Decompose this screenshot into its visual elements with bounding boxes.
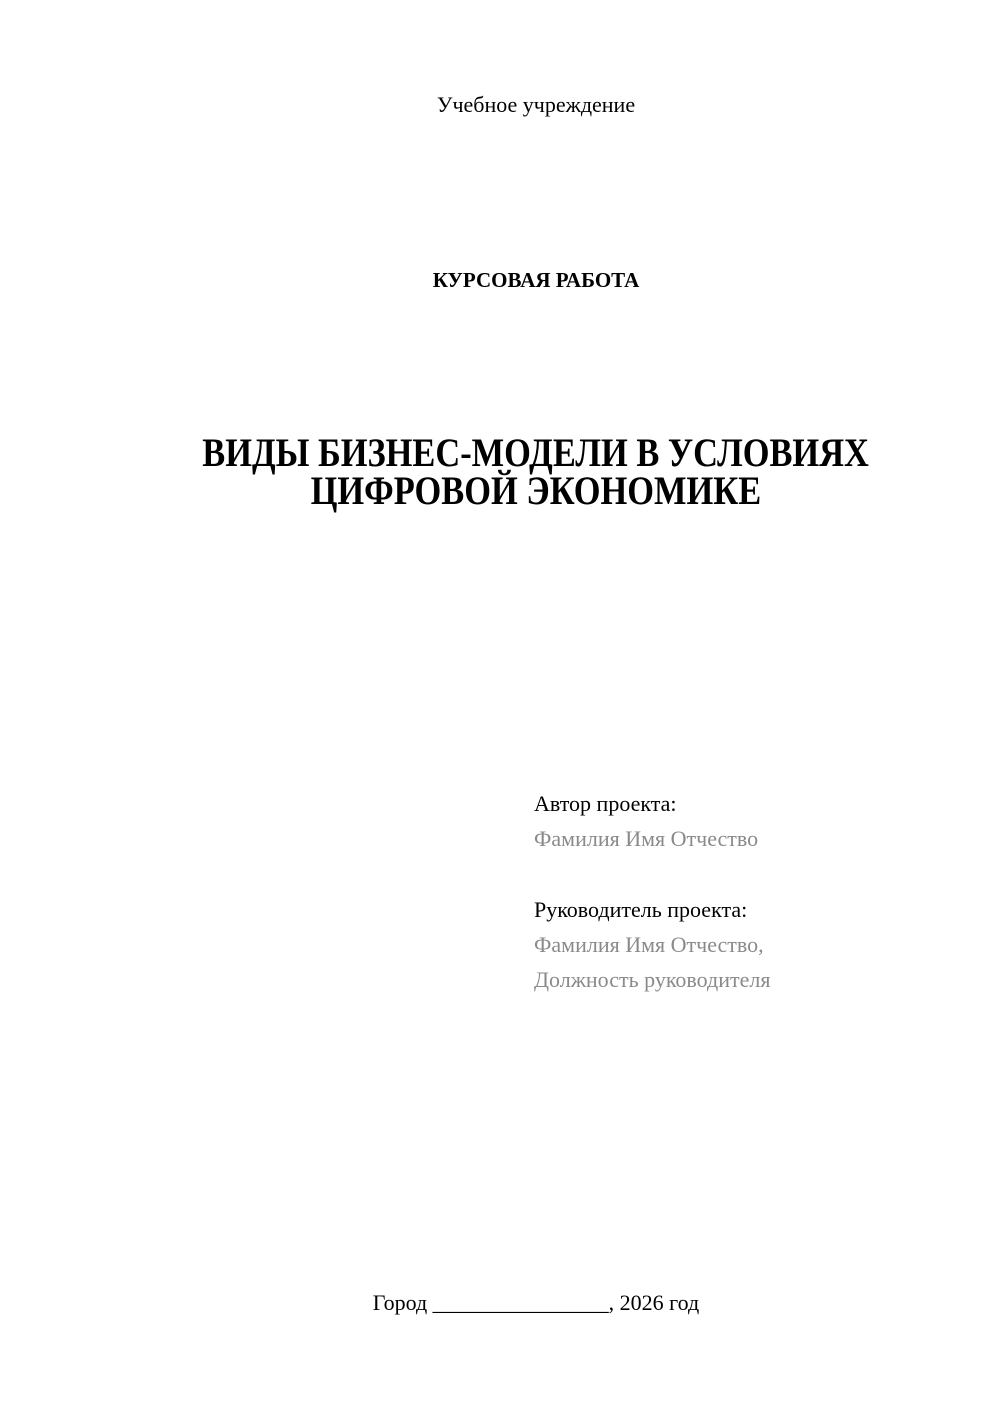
year: , 2026 год	[608, 1290, 700, 1315]
author-block	[534, 786, 758, 856]
institution: Учебное учреждение	[436, 92, 636, 117]
city-label: Город	[372, 1290, 428, 1315]
title-line-2: ЦИФРОВОЙ ЭКОНОМИКЕ	[310, 468, 762, 513]
supervisor-label: Руководитель проекта:	[534, 897, 748, 922]
supervisor-block	[534, 892, 770, 997]
supervisor-name: Фамилия Имя Отчество,	[534, 932, 764, 957]
author-label: Автор проекта:	[534, 791, 677, 816]
author-name: Фамилия Имя Отчество	[534, 826, 759, 851]
work-type: КУРСОВАЯ РАБОТА	[432, 268, 640, 292]
document-title	[72, 430, 1000, 513]
title-line-1: ВИДЫ БИЗНЕС-МОДЕЛИ В УСЛОВИЯХ	[202, 430, 870, 475]
supervisor-position: Должность руководителя	[534, 967, 771, 992]
city-blank: ________________	[432, 1290, 609, 1315]
footer-city-year	[72, 1290, 1000, 1316]
